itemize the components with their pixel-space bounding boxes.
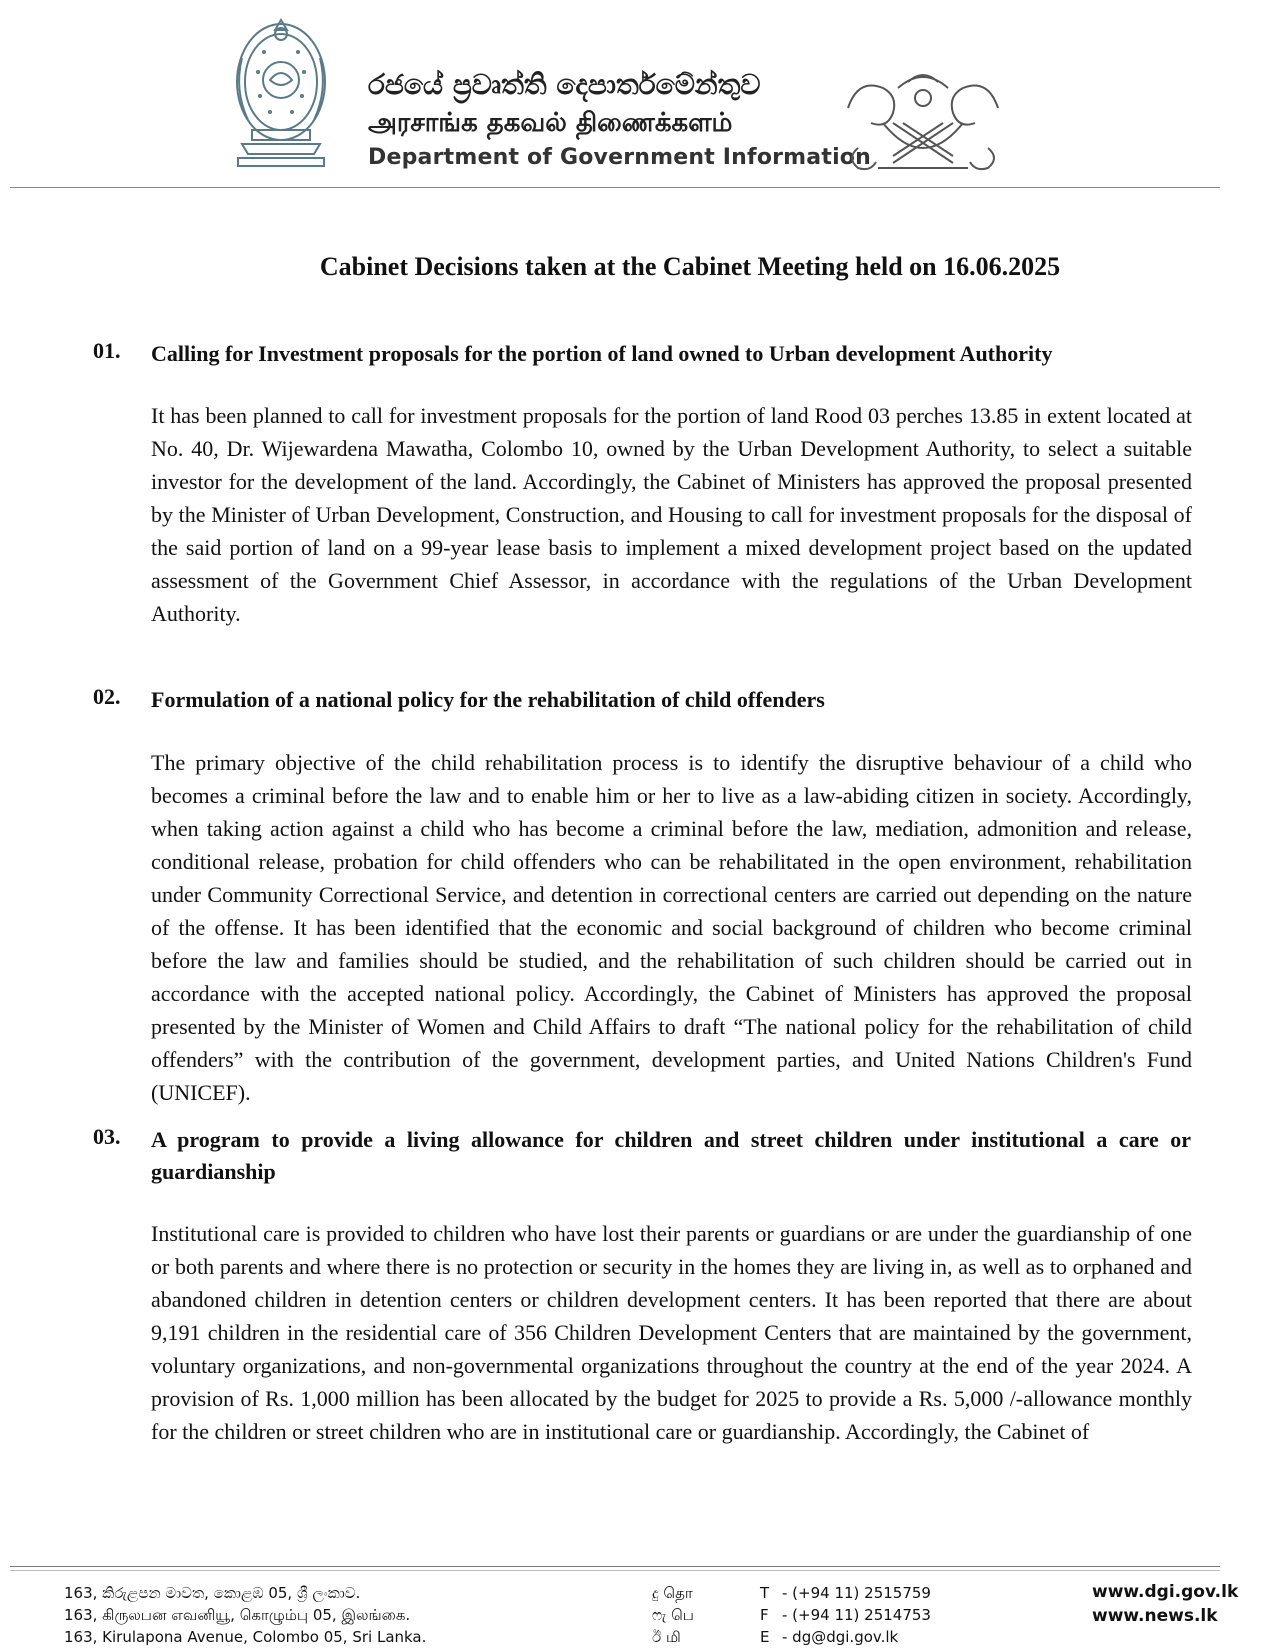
section-body: The primary objective of the child rehabilitation process is to identify the disruptive behaviour of a child who becomes a criminal before the law and to enable him or her to live as a law-abiding citizen in society. Accordingly, when taking action against a child who has become a criminal before the law, mediation, admonition and release, conditional release, probation for child offenders who can be rehabilitated in the open environment, rehabilitation under Community Correctional Service, and detention in correctional centers are carried out depending on the nature of the offense. It has been identified that the economic and social background of children who become criminal before the law and families should be studied, and the rehabilitation of such children should be carried out in accordance with the accepted national policy. Accordingly, the Cabinet of Ministers has approved the proposal presented by the Minister of Women and Child Affairs to draft “The national policy for the rehabilitation of child offenders” with the contribution of the government, development parties, and United Nations Children's Fund (UNICEF).: [151, 750, 1192, 1105]
section-body: It has been planned to call for investment proposals for the portion of land Rood 03 perches 13.85 in extent located at No. 40, Dr. Wijewardena Mawatha, Colombo 10, owned by the Urban Development Authority, to select a suitable investor for the development of the land. Accordingly, the Cabinet of Ministers has approved the proposal presented by the Minister of Urban Development, Construction, and Housing to call for investment proposals for the disposal of the said portion of land on a 99-year lease basis to implement a mixed development project based on the updated assessment of the Government Chief Assessor, in accordance with the regulations of the Urban Development Authority.: [151, 403, 1192, 626]
footer-websites: [1092, 1580, 1238, 1628]
footer-divider: [10, 1570, 1220, 1571]
address-line-sinhala: 163, කිරුළපන මාවත, කොළඹ 05, ශ්‍රී ලංකාව.: [64, 1584, 361, 1602]
section-heading: A program to provide a living allowance for children and street children under institutional a care or guardianship: [151, 1127, 1191, 1184]
contact-prefix: ඊ மி: [652, 1628, 681, 1646]
section-number: 01.: [93, 338, 121, 363]
address-line-tamil: 163, கிருலபன எவனியூ, கொழும்பு 05, இலங்கை.: [64, 1606, 411, 1624]
org-name-sinhala: රජයේ ප්‍රවෘත්ති දෙපාර්තමේන්තුව: [368, 68, 761, 101]
contact-value: - dg@dgi.gov.lk: [782, 1628, 899, 1646]
website-link[interactable]: www.dgi.gov.lk: [1092, 1582, 1239, 1602]
address-line-english: 163, Kirulapona Avenue, Colombo 05, Sri Lanka.: [64, 1628, 427, 1646]
contact-label: E: [760, 1628, 770, 1646]
footer-contacts: [652, 1582, 931, 1648]
contact-prefix: දු தொ: [652, 1584, 693, 1602]
decorative-ornament-icon: [838, 68, 1008, 174]
section-body: Institutional care is provided to children who have lost their parents or guardians or are under the guardianship of one or both parents and where there is no protection or security in the homes they are living in, as well as to orphaned and abandoned children in detention centers or children development centers. It has been reported that there are about 9,191 children in the residential care of 356 Children Development Centers that are maintained by the government, voluntary organizations, and non-governmental organizations throughout the country at the end of the year 2024. A provision of Rs. 1,000 million has been allocated by the budget for 2025 to provide a Rs. 5,000 /-allowance monthly for the children or street children who are in institutional care or guardianship. Accordingly, the Cabinet of: [151, 1221, 1192, 1444]
section-number: 03.: [93, 1124, 121, 1149]
section-number: 02.: [93, 684, 121, 709]
document-title: Cabinet Decisions taken at the Cabinet Meeting held on 16.06.2025: [319, 252, 1061, 281]
contact-label: F: [760, 1606, 769, 1624]
contact-value: - (+94 11) 2515759: [782, 1584, 931, 1602]
org-name-tamil: அரசாங்க தகவல் திணைக்களம்: [368, 108, 733, 138]
contact-email: [652, 1626, 931, 1648]
contact-telephone: [652, 1582, 931, 1604]
website-link[interactable]: www.news.lk: [1092, 1606, 1218, 1626]
org-name-english: Department of Government Information: [368, 145, 871, 170]
contact-fax: [652, 1604, 931, 1626]
contact-prefix: ෆැ பெ: [652, 1606, 694, 1624]
footer-divider: [10, 1566, 1220, 1567]
contact-value: - (+94 11) 2514753: [782, 1606, 931, 1624]
section-heading: Calling for Investment proposals for the portion of land owned to Urban development Authority: [151, 341, 1053, 366]
header-divider: [10, 187, 1220, 188]
section-heading: Formulation of a national policy for the rehabilitation of child offenders: [151, 687, 825, 712]
sri-lanka-emblem-icon: [230, 12, 332, 172]
contact-label: T: [760, 1584, 770, 1602]
footer-address: [64, 1582, 426, 1648]
